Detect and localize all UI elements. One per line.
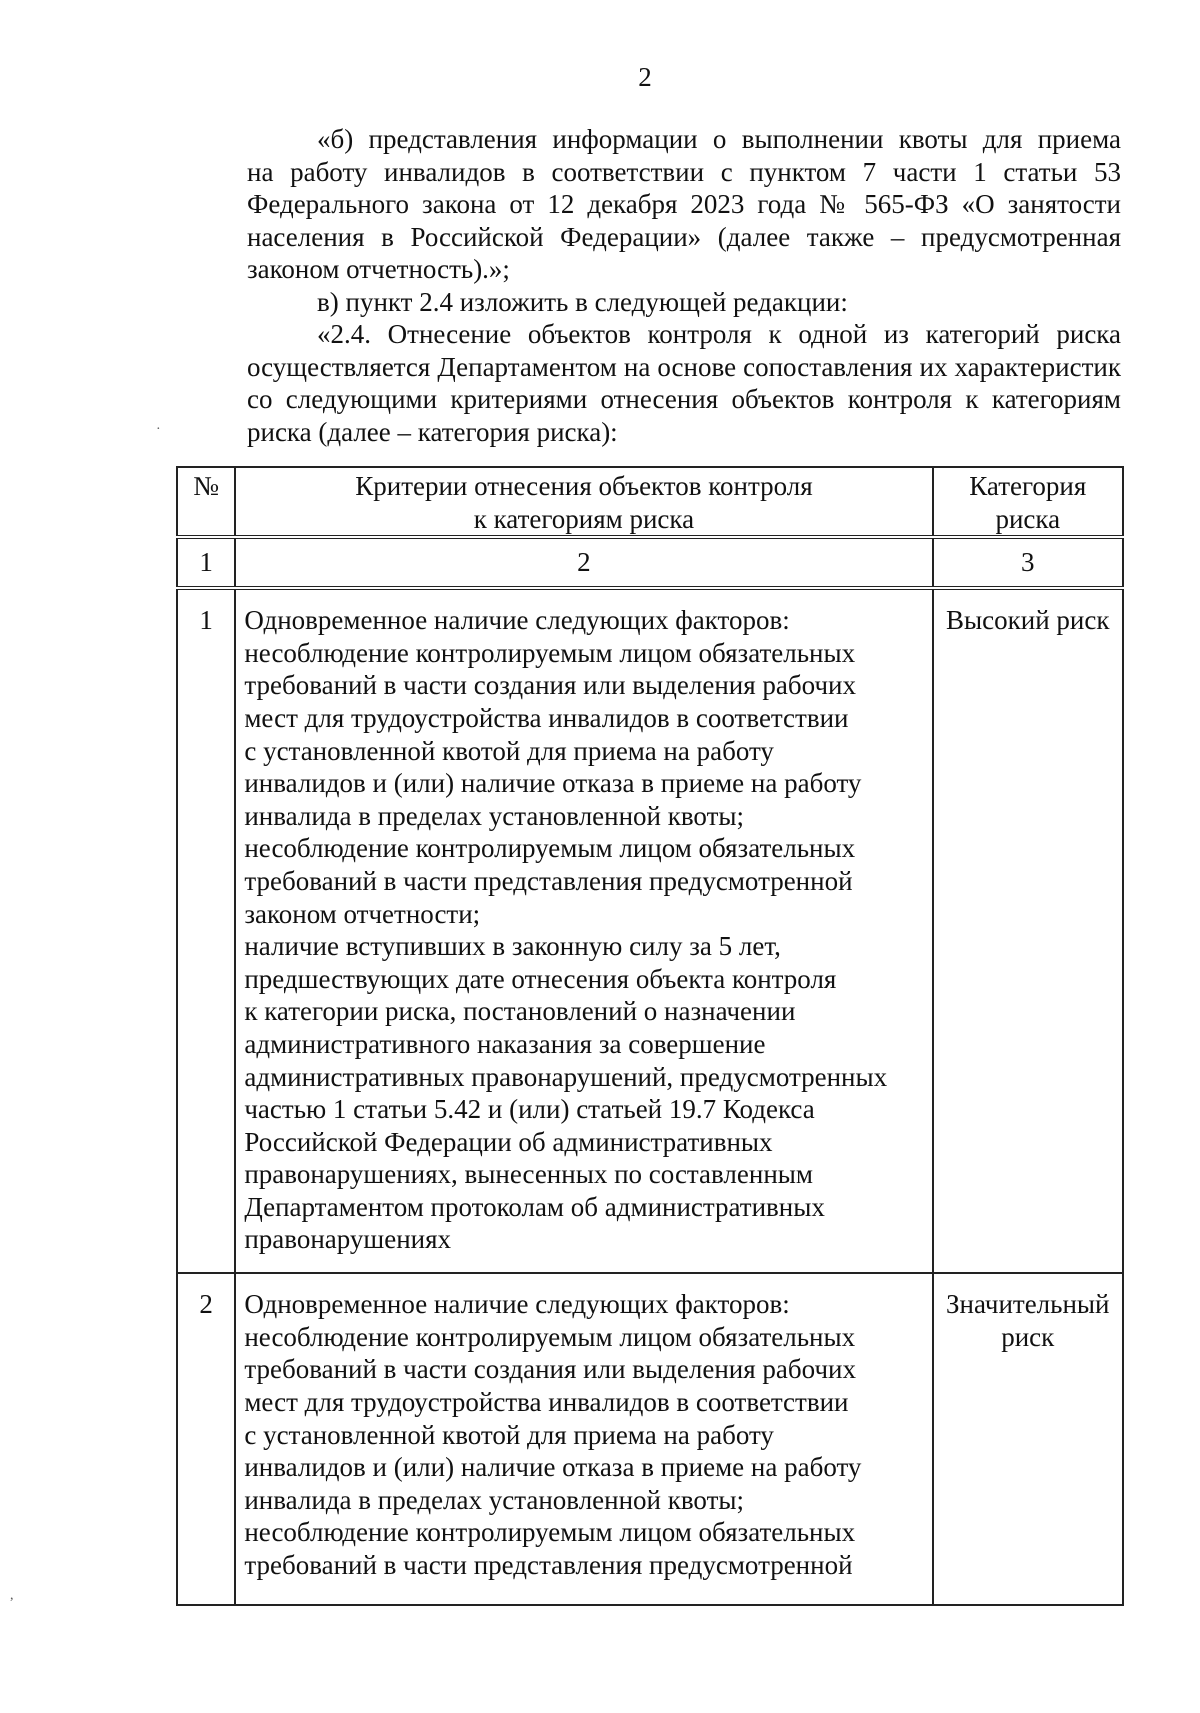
criteria-line: Департаментом протоколам об административных — [244, 1191, 825, 1222]
criteria-line: требований в части представления предусмотренной — [244, 1549, 853, 1580]
paragraph-b — [177, 123, 1121, 286]
row-criteria — [235, 588, 932, 1273]
criteria-line: Одновременное наличие следующих факторов: — [244, 1289, 790, 1320]
criteria-line: наличие вступивших в законную силу за 5 лет, — [244, 931, 781, 962]
text-line: осуществляется Департаментом на основе сопоставления их характеристик — [247, 351, 1121, 382]
criteria-line: правонарушениях — [244, 1224, 452, 1255]
index-cell: 1 — [177, 537, 235, 588]
criteria-line: мест для трудоустройства инвалидов в соответствии — [244, 1386, 849, 1417]
criteria-line: с установленной квотой для приема на работу — [244, 1419, 774, 1450]
criteria-line: требований в части представления предусмотренной — [244, 865, 853, 896]
criteria-line: несоблюдение контролируемым лицом обязательных — [244, 1321, 856, 1352]
criteria-line: требований в части создания или выделения рабочих — [244, 670, 856, 701]
index-cell: 3 — [933, 537, 1123, 588]
scan-speck: , — [10, 1588, 14, 1603]
document-body — [177, 123, 1121, 448]
index-cell: 2 — [235, 537, 932, 588]
criteria-line: законом отчетности; — [244, 898, 481, 929]
header-category — [933, 467, 1123, 537]
text-line: на работу инвалидов в соответствии с пунктом 7 части 1 статьи 53 — [247, 156, 1121, 187]
table-index-row — [177, 537, 1123, 588]
text-line: законом отчетность).»; — [247, 254, 510, 284]
header-criteria-line: Критерии отнесения объектов контроля — [355, 471, 813, 501]
risk-criteria-table — [176, 466, 1124, 1606]
text-line: со следующими критериями отнесения объектов контроля к категориям — [247, 384, 1121, 414]
criteria-line: Российской Федерации об административных — [244, 1126, 773, 1157]
category-line: Значительный — [945, 1289, 1110, 1320]
criteria-line: административных правонарушений, предусмотренных — [244, 1061, 888, 1092]
category-line: риск — [1001, 1321, 1055, 1352]
criteria-line: несоблюдение контролируемым лицом обязательных — [244, 1517, 856, 1548]
criteria-line: предшествующих дате отнесения объекта контроля — [244, 963, 837, 994]
criteria-line: к категории риска, постановлений о назначении — [244, 996, 796, 1027]
criteria-line: частью 1 статьи 5.42 и (или) статьей 19.7 Кодекса — [244, 1094, 815, 1125]
text-line: Федерального закона от 12 декабря 2023 года № 565-ФЗ «О занятости — [247, 189, 1121, 219]
criteria-line: инвалида в пределах установленной квоты; — [244, 1484, 745, 1515]
row-criteria — [235, 1273, 932, 1605]
criteria-line: с установленной квотой для приема на работу — [244, 735, 774, 766]
criteria-line: требований в части создания или выделения рабочих — [244, 1354, 856, 1385]
criteria-text — [236, 1288, 931, 1581]
criteria-line: правонарушениях, вынесенных по составленным — [244, 1159, 814, 1190]
criteria-line: несоблюдение контролируемым лицом обязательных — [244, 833, 856, 864]
row-num: 1 — [177, 588, 235, 1273]
table-row — [177, 1273, 1123, 1605]
header-category-line: Категория — [969, 471, 1087, 501]
header-category-line: риска — [995, 503, 1061, 534]
text-line: населения в Российской Федерации» (далее также – предусмотренная — [247, 221, 1121, 252]
text-line: в) пункт 2.4 изложить в следующей редакции: — [317, 286, 848, 317]
row-category — [933, 1273, 1123, 1605]
paragraph-v — [177, 286, 1121, 319]
criteria-line: инвалида в пределах установленной квоты; — [244, 800, 745, 831]
header-num: № — [177, 467, 235, 537]
criteria-line: инвалидов и (или) наличие отказа в приеме на работу — [244, 768, 862, 799]
criteria-line: административного наказания за совершение — [244, 1028, 766, 1059]
row-category — [933, 588, 1123, 1273]
table-header-row — [177, 467, 1123, 537]
paragraph-2-4 — [177, 318, 1121, 448]
text-line: «2.4. Отнесение объектов контроля к одной из категорий риска — [317, 319, 1121, 349]
criteria-text — [236, 604, 931, 1256]
row-num: 2 — [177, 1273, 235, 1605]
table-row — [177, 588, 1123, 1273]
criteria-line: Одновременное наличие следующих факторов: — [244, 605, 790, 636]
text-line: «б) представления информации о выполнении квоты для приема — [317, 124, 1121, 154]
criteria-line: инвалидов и (или) наличие отказа в приеме на работу — [244, 1452, 862, 1483]
page-number: 2 — [638, 62, 652, 92]
criteria-line: несоблюдение контролируемым лицом обязательных — [244, 637, 856, 668]
header-criteria-line: к категориям риска — [473, 503, 695, 534]
category-line: Высокий риск — [946, 605, 1110, 636]
header-criteria — [235, 467, 932, 537]
criteria-line: мест для трудоустройства инвалидов в соответствии — [244, 702, 849, 733]
scan-speck: · — [156, 422, 161, 437]
text-line: риска (далее – категория риска): — [247, 416, 618, 447]
